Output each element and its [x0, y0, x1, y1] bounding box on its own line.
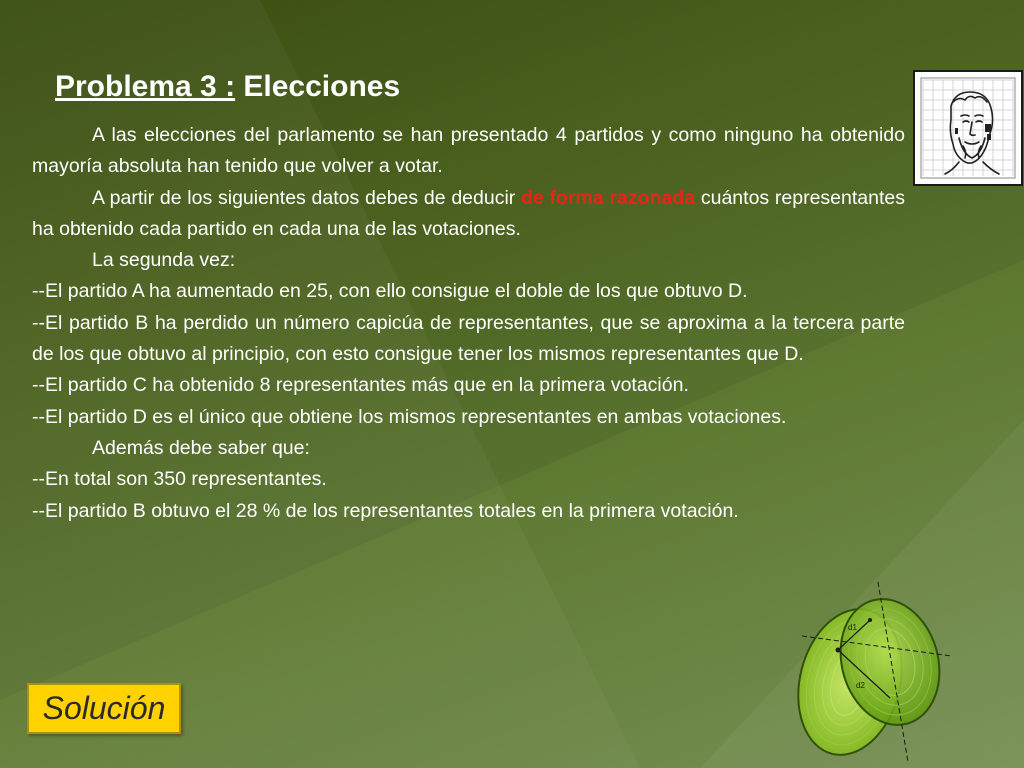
paragraph-party-d: --El partido D es el único que obtiene los mismos representantes en ambas votaciones.: [32, 405, 787, 428]
paragraph-party-b: --El partido B ha perdido un número capicúa de representantes, que se aproxima a la tercera parte de los que obtuvo al principio, con esto consigue tener los mismos representantes que D.: [32, 311, 905, 366]
label-d2: d2: [856, 681, 865, 690]
intersecting-ellipses-figure: [782, 580, 956, 765]
paragraph-party-b-percentage: --El partido B obtuvo el 28 % de los representantes totales en la primera votación.: [32, 499, 739, 522]
point-d1: [868, 618, 872, 622]
focus-point: [836, 648, 841, 653]
slide-title-prefix: Problema 3 :: [55, 70, 236, 103]
paragraph-party-c: --El partido C ha obtenido 8 representantes más que en la primera votación.: [32, 374, 689, 397]
slide-title: [55, 70, 400, 104]
paragraph-intro: A las elecciones del parlamento se han presentado 4 partidos y como ninguno ha obtenido mayoría absoluta han tenido que volver a votar.: [32, 124, 905, 178]
instructions-text-end: cuántos representantes ha obtenido cada partido en cada una de las votaciones.: [32, 186, 905, 240]
problem-statement: [32, 120, 905, 527]
paragraph-party-a: --El partido A ha aumentado en 25, con ello consigue el doble de los que obtuvo D.: [32, 280, 748, 303]
paragraph-instructions: [32, 183, 905, 246]
instructions-highlight: de forma razonada: [521, 186, 696, 209]
solution-button[interactable]: Solución: [27, 683, 181, 734]
label-d1: d1: [848, 623, 857, 632]
paragraph-total: --En total son 350 representantes.: [32, 468, 327, 491]
philosopher-portrait: [913, 70, 1023, 186]
paragraph-second-vote-heading: La segunda vez:: [92, 249, 236, 272]
paragraph-additional-heading: Además debe saber que:: [92, 436, 310, 459]
slide-title-text: Elecciones: [235, 70, 401, 103]
instructions-text-start: A partir de los siguientes datos debes de deducir: [92, 186, 522, 209]
philosopher-portrait-icon: [915, 72, 1021, 184]
